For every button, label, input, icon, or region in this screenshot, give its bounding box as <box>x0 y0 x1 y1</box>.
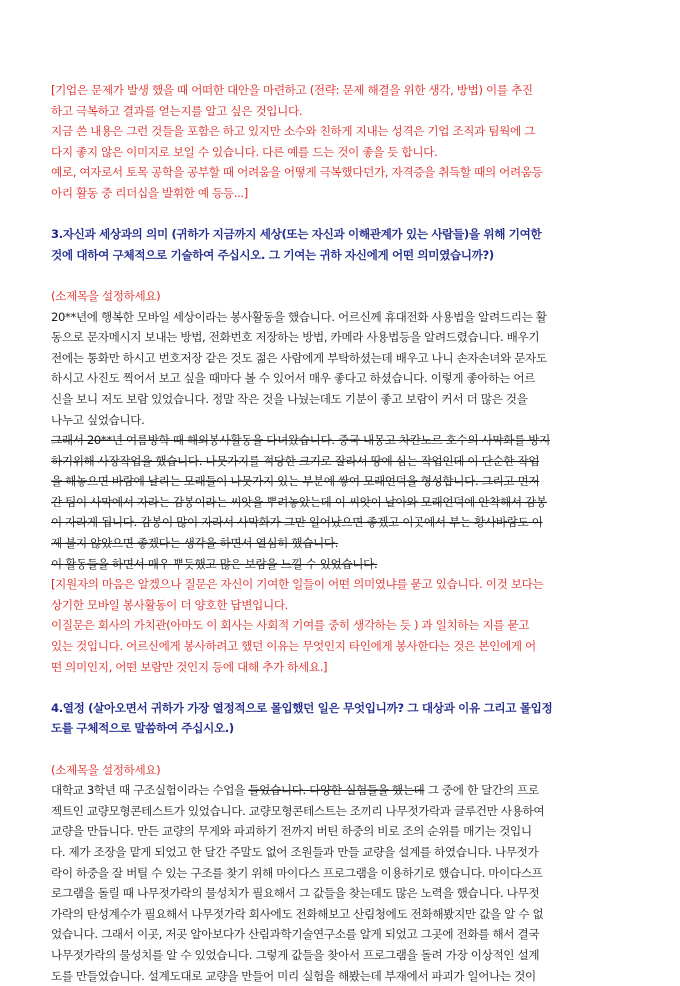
answer-line: 나누고 싶었습니다. <box>51 412 145 427</box>
answer-text: 대학교 3학년 때 구조실험이라는 수업을 <box>51 783 249 798</box>
feedback-block-question3 <box>51 574 633 677</box>
answer-line: 20**년에 행복한 모바일 세상이라는 봉사활동을 했습니다. 어르신께 휴대전화 사용법을 알려드리는 활 <box>51 309 547 324</box>
feedback-line: 떤 의미인지, 어떤 보람만 것인지 등에 대해 추가 하세요.] <box>51 659 328 674</box>
answer-line: 교량을 만듭니다. 만든 교량의 무게와 파괴하기 전까지 버틴 하중의 비로 조의 순위를 매기는 것입니 <box>51 824 532 839</box>
answer-line: 전에는 통화만 하시고 번호저장 같은 것도 젊은 사람에게 부탁하셨는데 배우고 나니 손자손녀와 문자도 <box>51 350 547 365</box>
feedback-line: 아리 활동 중 리더십을 발휘한 예 등등...] <box>51 185 248 200</box>
answer-line: 하시고 사진도 찍어서 보고 싶을 때마다 볼 수 있어서 매우 좋다고 하셨습니다. 이렇게 좋아하는 어르 <box>51 371 536 386</box>
struck-text: 들었습니다. 다양한 실험들을 했는데 <box>248 783 425 798</box>
answer-line: 가락의 탄성계수가 필요해서 나무젓가락 회사에도 전화해보고 산림청에도 전화해봤지만 값을 알 수 없 <box>51 906 544 921</box>
spacer <box>51 265 633 286</box>
question-3-heading <box>51 224 633 265</box>
question-4-heading <box>51 698 633 739</box>
struck-line: 그래서 20**년 여름방학 때 해외봉사활동을 다녀왔습니다. 중국 내몽고 차칸노르 호수의 사막화를 방지 <box>51 433 550 448</box>
struck-line: 간 팀이 사막에서 자라는 감봉이라는 씨앗을 뿌려놓았는데 이 씨앗이 날아와 모래언덕에 안착해서 감봉 <box>51 494 547 509</box>
answer-line: 신을 보니 저도 보람 있었습니다. 정말 작은 것을 나눴는데도 기분이 좋고 보람이 커서 더 많은 것을 <box>51 391 528 406</box>
question-line: 도를 구체적으로 말씀하여 주십시오.) <box>51 721 234 736</box>
answer-line: 도를 만들었습니다. 설계도대로 교량을 만들어 미리 실험을 해봤는데 부재에서 파괴가 일어나는 것이 <box>51 968 536 983</box>
spacer <box>51 204 633 225</box>
answer-line: 동으로 문자메시지 보내는 방법, 전화번호 저장하는 방법, 카메라 사용법등을 알려드렸습니다. 배우기 <box>51 330 540 345</box>
feedback-line: 예로, 여자로서 토목 공학을 공부할 때 어려움을 어떻게 극복했다던가, 자격증을 취득할 때의 어려움등 <box>51 165 543 180</box>
feedback-line: 하고 극복하고 결과를 얻는지를 알고 싶은 것입니다. <box>51 103 303 118</box>
answer-4-body <box>51 780 633 986</box>
answer-line: 젝트인 교량모형콘테스트가 있었습니다. 교량모형콘테스트는 조끼리 나무젓가락과 글루건만 사용하여 <box>51 803 545 818</box>
answer-text: 그 중에 한 달간의 프로 <box>424 783 539 798</box>
struck-line: 제 불지 않았으면 좋겠다는 생각을 하면서 열심히 했습니다. <box>51 536 339 551</box>
answer-line-first <box>51 780 633 801</box>
feedback-block-question2 <box>51 80 633 204</box>
answer-line: 나무젓가락의 물성치를 알 수 있었습니다. 그렇게 값들을 찾아서 프로그램을 돌려 가장 이상적인 설계 <box>51 947 540 962</box>
answer-3-body <box>51 307 633 431</box>
struck-line: 하기위해 사장작업을 했습니다. 나뭇가지를 적당한 크기로 잘라서 땅에 심는 작업인데 이 단순한 작업 <box>51 453 540 468</box>
feedback-line: 있는 것입니다. 어르신에게 봉사하려고 했던 이유는 무엇인지 타인에게 봉사한다는 것은 본인에게 어 <box>51 639 536 654</box>
feedback-line: [지원자의 마음은 알겠으나 질문은 자신이 기여한 일들이 어떤 의미였냐를 묻고 있습니다. 이것 보다는 <box>51 577 544 592</box>
struck-line: 을 해놓으면 바람에 날리는 모래들이 나뭇가지 있는 부분에 쌓여 모래언덕을 형성합니다. 그리고 먼저 <box>51 474 540 489</box>
feedback-line: [기업은 문제가 발생 했을 때 어떠한 대안을 마련하고 (전략: 문제 해결을 위한 생각, 방법) 이를 추진 <box>51 83 533 97</box>
question-line: 3.자신과 세상과의 의미 (귀하가 지금까지 세상(또는 자신과 이해관계가 있는 사람들)을 위해 기여한 <box>51 227 542 242</box>
question-line: 것에 대하여 구체적으로 기술하여 주십시오. 그 기여는 귀하 자신에게 어떤 의미였습니까?) <box>51 247 494 262</box>
feedback-line: 지금 쓴 내용은 그런 것들을 포함은 하고 있지만 소수와 친하게 지내는 성격은 기업 조직과 팀웍에 그 <box>51 124 536 139</box>
struck-text-block <box>51 430 633 574</box>
feedback-line: 이질문은 회사의 가치관(아마도 이 회사는 사회적 기여를 중히 생각하는 듯 ) 과 일치하는 지를 묻고 <box>51 618 530 633</box>
answer-line: 다. 제가 조장을 맡게 되었고 한 달간 주말도 없어 조원들과 만들 교량을 설계를 하였습니다. 나무젓가 <box>51 844 539 859</box>
feedback-line: 상기한 모바일 봉사활동이 더 양호한 답변입니다. <box>51 597 289 612</box>
document-body <box>51 80 633 986</box>
answer-line: 로그램을 돌릴 때 나무젓가락의 물성치가 필요해서 그 값들을 찾는데도 많은 노력을 했습니다. 나무젓 <box>51 886 540 901</box>
answer-line: 락이 하중을 잘 버틸 수 있는 구조를 찾기 위해 마이다스 프로그램을 이용하기로 했습니다. 마이다스프 <box>51 865 543 880</box>
struck-line: 이 자라게 됩니다. 감봉이 많이 자라서 사막화가 그만 일어났으면 좋겠고 이곳에서 부는 황사바람도 이 <box>51 515 543 530</box>
feedback-line: 다지 좋지 않은 이미지로 보일 수 있습니다. 다른 예를 드는 것이 좋을 듯 합니다. <box>51 144 438 159</box>
question-line: 4.열정 (살아오면서 귀하가 가장 열정적으로 몰입했던 일은 무엇입니까? 그 대상과 이유 그리고 몰입정 <box>51 700 553 715</box>
subtitle-placeholder: (소제목을 설정하세요) <box>51 288 161 303</box>
subtitle-placeholder: (소제목을 설정하세요) <box>51 762 161 777</box>
struck-line: 이 활동들을 하면서 매우 뿌듯했고 많은 보람을 느낄 수 있었습니다. <box>51 556 378 571</box>
spacer <box>51 739 633 760</box>
spacer <box>51 677 633 698</box>
answer-line: 었습니다. 그래서 이곳, 저곳 알아보다가 산림과학기술연구소를 알게 되었고 그곳에 전화를 해서 결국 <box>51 927 540 942</box>
